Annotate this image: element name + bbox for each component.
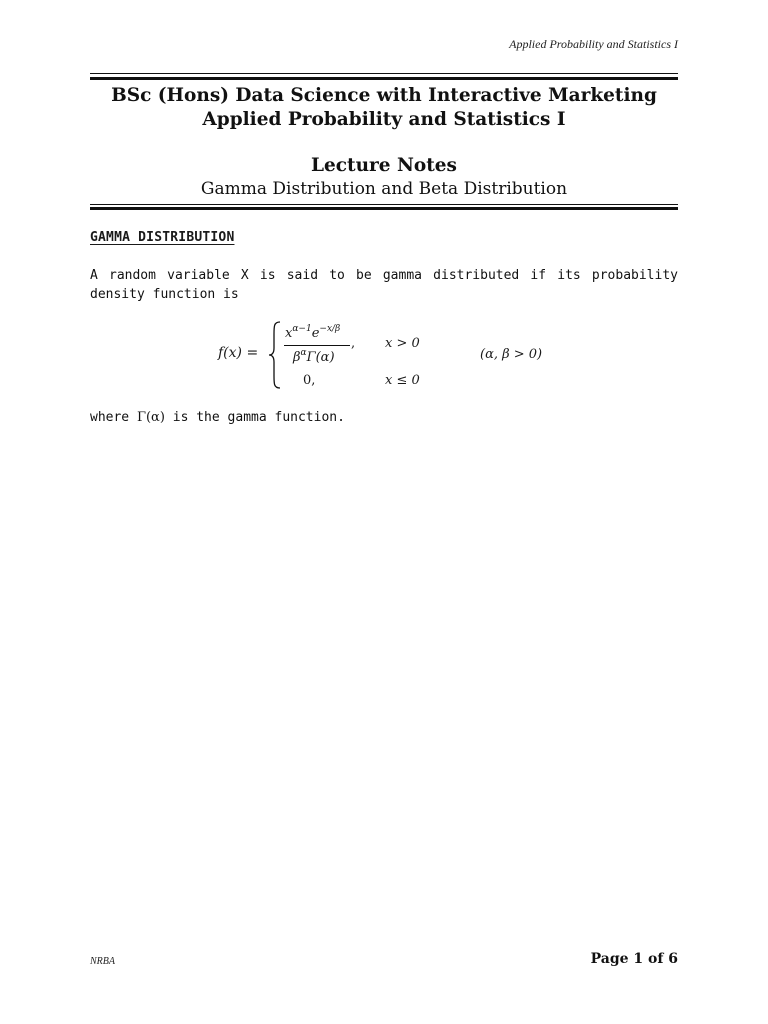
- module-title: Applied Probability and Statistics I: [202, 109, 566, 130]
- fraction-denominator: $\beta^\alpha\Gamma(\alpha)$: [293, 348, 335, 365]
- case1-comma: ,: [351, 336, 356, 351]
- title-block: [90, 84, 678, 200]
- top-rule: [90, 73, 678, 80]
- cases-brace: [268, 320, 282, 390]
- outro-paragraph: [90, 408, 678, 427]
- formula-lhs: f(x) =: [218, 345, 259, 361]
- parameter-constraints: (α, β > 0): [480, 347, 543, 362]
- page-number: Page 1 of 6: [590, 951, 678, 967]
- running-header: Applied Probability and Statistics I: [509, 37, 678, 51]
- lecture-notes-heading: Lecture Notes: [311, 155, 457, 176]
- outro-suffix: is the gamma function.: [164, 410, 345, 425]
- course-title: BSc (Hons) Data Science with Interactive Marketing: [111, 85, 657, 106]
- fraction-bar: [284, 345, 350, 346]
- gamma-function-symbol: Γ(α): [136, 410, 165, 425]
- section-heading: GAMMA DISTRIBUTION: [90, 230, 235, 245]
- fraction-numerator: $x^{\alpha-1}e^{-x/\beta}$: [285, 324, 341, 341]
- bottom-rule: [90, 204, 678, 210]
- case1-condition: x > 0: [385, 336, 420, 351]
- case2-value: 0,: [303, 373, 316, 388]
- case2-condition: x ≤ 0: [385, 373, 420, 388]
- outro-prefix: where: [90, 410, 137, 425]
- footer-author: NRBA: [90, 956, 115, 967]
- lecture-topic: Gamma Distribution and Beta Distribution: [200, 179, 568, 199]
- intro-paragraph: A random variable X is said to be gamma distributed if its probability density function is: [90, 268, 678, 302]
